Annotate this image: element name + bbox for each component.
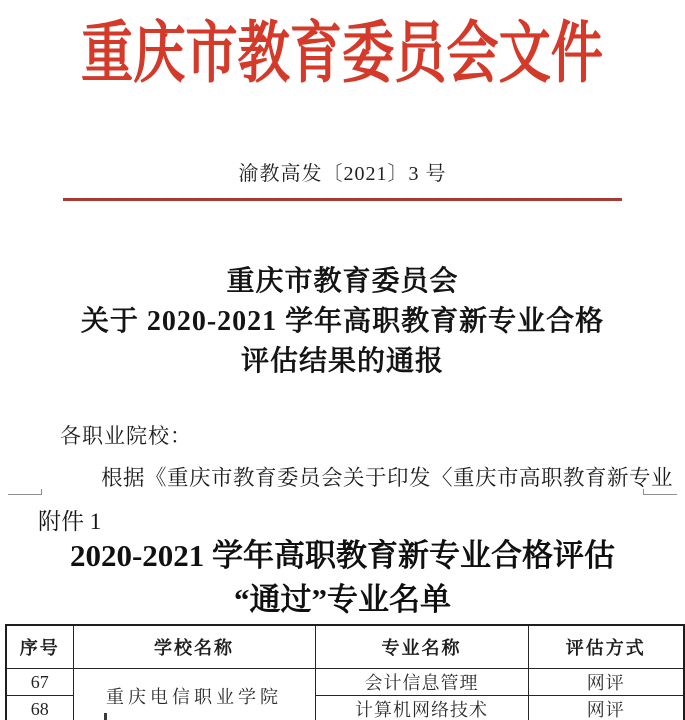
salutation-text: 各职业院校： — [60, 424, 192, 448]
page-boundary-mark-right — [643, 489, 677, 495]
attachment-title — [0, 534, 685, 622]
document-number: 渝教高发〔2021〕3 号 — [238, 163, 447, 185]
attachment-title-line1: 2020-2021 学年高职教育新专业合格评估 — [69, 538, 616, 573]
document-title-line2: 关于 2020-2021 学年高职教育新专业合格 — [80, 306, 605, 337]
table-row — [6, 669, 684, 696]
attachment-title-line2: “通过”专业名单 — [234, 582, 451, 617]
method-cell: 网评 — [528, 696, 684, 720]
document-title-line1: 重庆市教育委员会 — [226, 266, 459, 297]
column-header-major: 专业名称 — [315, 625, 528, 669]
school-cell: 重庆电信职业学院 — [73, 669, 315, 720]
serial-cell: 67 — [6, 669, 73, 696]
serial-cell: 68 — [6, 696, 73, 720]
approved-majors-table — [5, 624, 685, 720]
column-header-method: 评估方式 — [528, 625, 684, 669]
document-title — [0, 262, 685, 382]
column-header-serial: 序号 — [6, 625, 73, 669]
table-header-row — [6, 625, 684, 669]
attachment-label: 附件 1 — [38, 509, 102, 534]
document-masthead — [0, 12, 685, 91]
major-cell: 计算机网络技术 — [315, 696, 528, 720]
page-artifact-tick — [104, 713, 107, 720]
major-cell: 会计信息管理 — [315, 669, 528, 696]
method-cell: 网评 — [528, 669, 684, 696]
column-header-school: 学校名称 — [73, 625, 315, 669]
document-title-line3: 评估结果的通报 — [240, 346, 444, 377]
body-paragraph: 根据《重庆市教育委员会关于印发〈重庆市高职教育新专业 — [101, 466, 674, 490]
page-boundary-mark-left — [8, 489, 42, 495]
masthead-text: 重庆市教育委员会文件 — [81, 15, 604, 91]
red-divider-line — [63, 198, 622, 201]
